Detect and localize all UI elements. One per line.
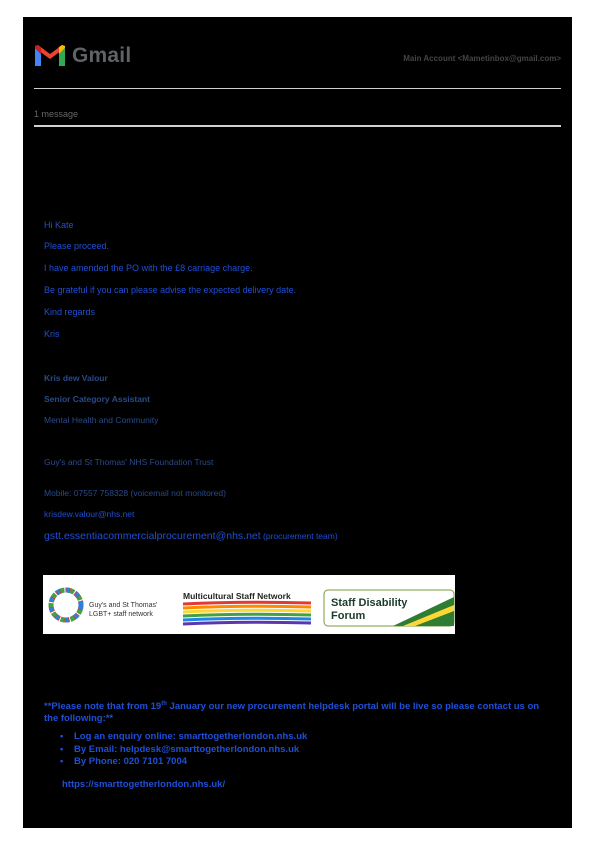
gmail-wordmark: Gmail xyxy=(72,44,132,67)
contact-phone: • By Phone: 020 7101 7004 xyxy=(60,756,307,769)
contact-email[interactable]: • By Email: helpdesk@smarttogetherlondon.nhs.uk xyxy=(60,744,307,757)
signature-department: Mental Health and Community xyxy=(44,415,159,425)
signature-organisation: Guy's and St Thomas' NHS Foundation Trust xyxy=(44,457,214,467)
procurement-note: (procurement team) xyxy=(260,531,338,541)
helpdesk-url-link[interactable]: https://smarttogetherlondon.nhs.uk/ xyxy=(62,779,226,790)
gmail-logo-icon xyxy=(34,44,66,68)
body-line: Please proceed. xyxy=(44,241,110,251)
signature-email-link[interactable]: krisdew.valour@nhs.net xyxy=(44,509,135,519)
body-line: Be grateful if you can please advise the expected delivery date. xyxy=(44,285,297,295)
multicultural-stripes-icon xyxy=(183,602,311,624)
lgbt-network-line-1: Guy's and St Thomas' xyxy=(89,602,158,609)
contact-online[interactable]: • Log an enquiry online: smarttogetherlondon.nhs.uk xyxy=(60,731,307,744)
greeting: Hi Kate xyxy=(44,220,74,230)
disability-forum-line-2: Forum xyxy=(331,610,366,622)
message-count: 1 message xyxy=(34,109,79,119)
notice-text: January our new procurement helpdesk portal will be live so please contact us on the following:** xyxy=(44,701,540,725)
header-divider xyxy=(34,88,561,89)
disability-forum-line-1: Staff Disability xyxy=(331,597,408,609)
staff-network-logos xyxy=(43,575,455,634)
notice-text: **Please note that from 19 xyxy=(44,701,162,713)
sender-short-name: Kris xyxy=(44,329,60,339)
notice-superscript: th xyxy=(161,701,167,707)
procurement-email-link[interactable]: gstt.essentiacommercialprocurement@nhs.net xyxy=(44,530,261,542)
rainbow-circle-icon xyxy=(51,590,81,620)
account-label: Main Account <Mametinbox@gmail.com> xyxy=(403,54,561,63)
thread-divider xyxy=(34,125,561,127)
contact-list xyxy=(60,731,307,769)
sign-off: Kind regards xyxy=(44,307,96,317)
signature-mobile: Mobile: 07557 758328 (voicemail not monitored) xyxy=(44,488,226,498)
staff-network-banner xyxy=(43,575,455,634)
signature-role: Senior Category Assistant xyxy=(44,394,150,404)
procurement-email-line xyxy=(44,530,338,542)
lgbt-network-line-2: LGBT+ staff network xyxy=(89,611,153,618)
multicultural-network-title: Multicultural Staff Network xyxy=(183,591,291,601)
helpdesk-notice xyxy=(44,698,554,725)
body-line: I have amended the PO with the £8 carriage charge. xyxy=(44,263,253,273)
signature-name: Kris dew Valour xyxy=(44,373,108,383)
